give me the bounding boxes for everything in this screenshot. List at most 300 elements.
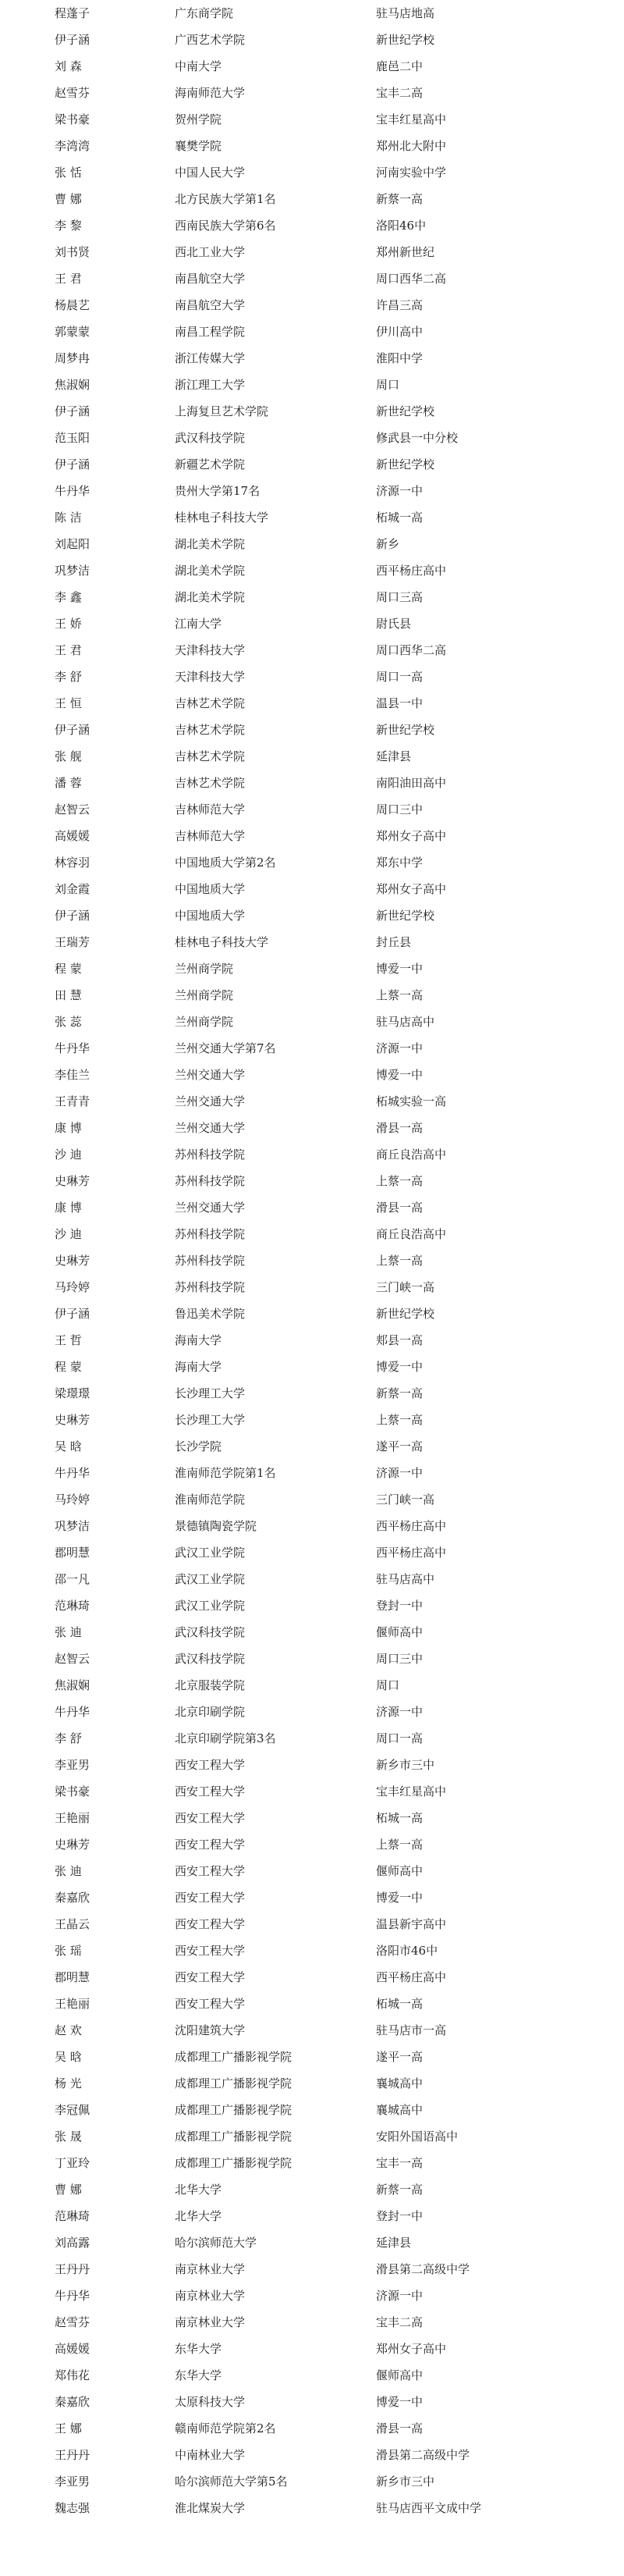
list-row [0, 1433, 624, 1460]
university-name: 西北工业大学 [175, 245, 246, 259]
student-name: 郡明慧 [55, 1970, 90, 1984]
list-row [0, 955, 624, 982]
high-school-name: 滑县第二高级中学 [376, 2448, 470, 2462]
list-row [0, 2495, 624, 2521]
university-name: 北华大学 [175, 2183, 222, 2197]
list-row [0, 2176, 624, 2203]
high-school-name: 修武县一中分校 [376, 431, 459, 445]
university-name: 苏州科技学院 [175, 1174, 246, 1188]
student-name: 李佳兰 [55, 1068, 90, 1082]
high-school-name: 西平杨庄高中 [376, 1519, 447, 1533]
high-school-name: 上蔡一高 [376, 1254, 424, 1268]
high-school-name: 上蔡一高 [376, 988, 424, 1002]
student-name: 李 舒 [55, 670, 82, 684]
high-school-name: 博爱一中 [376, 2395, 424, 2409]
list-row [0, 2256, 624, 2282]
university-name: 吉林艺术学院 [175, 696, 246, 710]
student-name: 马玲婷 [55, 1493, 90, 1507]
student-name: 刘书贤 [55, 245, 90, 259]
high-school-name: 偃师高中 [376, 1625, 424, 1639]
university-name: 吉林艺术学院 [175, 749, 246, 763]
high-school-name: 宝丰二高 [376, 86, 424, 100]
student-name: 康 博 [55, 1121, 82, 1135]
high-school-name: 延津县 [376, 749, 412, 763]
university-name: 西安工程大学 [175, 1970, 246, 1984]
student-name: 邵一凡 [55, 1572, 90, 1586]
university-name: 哈尔滨师范大学第5名 [175, 2475, 288, 2489]
high-school-name: 偃师高中 [376, 2368, 424, 2382]
student-name: 史琳芳 [55, 1838, 90, 1852]
high-school-name: 周口 [376, 378, 400, 392]
high-school-name: 洛阳市46中 [376, 1944, 438, 1958]
university-name: 贵州大学第17名 [175, 484, 261, 498]
list-row [0, 2070, 624, 2097]
list-row [0, 504, 624, 531]
list-row [0, 1327, 624, 1354]
university-name: 兰州交通大学第7名 [175, 1041, 276, 1055]
university-name: 北京印刷学院第3名 [175, 1731, 276, 1745]
student-name: 李亚男 [55, 1758, 90, 1772]
high-school-name: 郑州女子高中 [376, 829, 447, 843]
student-name: 马玲婷 [55, 1280, 90, 1294]
university-name: 兰州商学院 [175, 1015, 234, 1029]
university-name: 南昌工程学院 [175, 325, 246, 339]
university-name: 武汉科技学院 [175, 1652, 246, 1666]
high-school-name: 新世纪学校 [376, 1307, 435, 1321]
list-row [0, 1725, 624, 1752]
student-name: 程蓬子 [55, 6, 90, 20]
student-name: 魏志强 [55, 2501, 90, 2515]
list-row [0, 1115, 624, 1141]
list-row [0, 1672, 624, 1699]
university-name: 南京林业大学 [175, 2262, 246, 2276]
list-row [0, 770, 624, 796]
university-name: 上海复旦艺术学院 [175, 404, 269, 418]
list-row [0, 212, 624, 239]
student-name: 王晶云 [55, 1917, 90, 1931]
list-row [0, 1009, 624, 1035]
list-row [0, 2362, 624, 2389]
university-name: 南昌航空大学 [175, 298, 246, 312]
university-name: 西安工程大学 [175, 1784, 246, 1799]
student-name: 周梦冉 [55, 351, 90, 365]
list-row [0, 902, 624, 929]
list-row [0, 1460, 624, 1486]
student-name: 梁书豪 [55, 1784, 90, 1799]
high-school-name: 郑州新世纪 [376, 245, 435, 259]
student-name: 梁璟璟 [55, 1386, 90, 1400]
student-name: 史琳芳 [55, 1174, 90, 1188]
student-name: 张 恬 [55, 165, 82, 180]
high-school-name: 河南实验中学 [376, 165, 447, 180]
student-name: 沙 迪 [55, 1147, 82, 1162]
university-name: 武汉科技学院 [175, 431, 246, 445]
university-name: 苏州科技学院 [175, 1254, 246, 1268]
list-row [0, 2123, 624, 2150]
university-name: 苏州科技学院 [175, 1147, 246, 1162]
student-name: 梁书豪 [55, 112, 90, 126]
student-name: 王 君 [55, 272, 82, 286]
university-name: 西安工程大学 [175, 1758, 246, 1772]
student-name: 巩梦洁 [55, 1519, 90, 1533]
student-name: 巩梦洁 [55, 564, 90, 578]
university-name: 兰州交通大学 [175, 1201, 246, 1215]
high-school-name: 郑东中学 [376, 856, 424, 870]
university-name: 吉林师范大学 [175, 829, 246, 843]
student-name: 张 蕊 [55, 1015, 82, 1029]
high-school-name: 柘城一高 [376, 1997, 424, 2011]
list-row [0, 1088, 624, 1115]
high-school-name: 驻马店高中 [376, 1015, 435, 1029]
student-name: 沙 迪 [55, 1227, 82, 1241]
list-row [0, 265, 624, 292]
university-name: 海南大学 [175, 1360, 222, 1374]
student-name: 王 娇 [55, 617, 82, 631]
list-row [0, 1964, 624, 1991]
university-name: 中南林业大学 [175, 2448, 246, 2462]
student-name: 吴 晗 [55, 1439, 82, 1453]
list-row [0, 106, 624, 133]
high-school-name: 新乡市三中 [376, 1758, 435, 1772]
student-name: 伊子涵 [55, 1307, 90, 1321]
high-school-name: 襄城高中 [376, 2103, 424, 2117]
high-school-name: 济源一中 [376, 1466, 424, 1480]
high-school-name: 新世纪学校 [376, 723, 435, 737]
university-name: 西南民族大学第6名 [175, 219, 276, 233]
list-row [0, 80, 624, 106]
list-row [0, 2044, 624, 2070]
high-school-name: 新乡 [376, 537, 400, 551]
university-name: 中南大学 [175, 59, 222, 73]
university-name: 西安工程大学 [175, 1864, 246, 1878]
high-school-name: 周口三中 [376, 802, 424, 817]
university-name: 南京林业大学 [175, 2289, 246, 2303]
student-name: 李 舒 [55, 1731, 82, 1745]
high-school-name: 滑县第二高级中学 [376, 2262, 470, 2276]
student-name: 刘起阳 [55, 537, 90, 551]
high-school-name: 滑县一高 [376, 1201, 424, 1215]
high-school-name: 周口西华二高 [376, 272, 447, 286]
student-name: 范玉阳 [55, 431, 90, 445]
university-name: 长沙理工大学 [175, 1413, 246, 1427]
university-name: 西安工程大学 [175, 1917, 246, 1931]
list-row [0, 1062, 624, 1088]
student-name: 伊子涵 [55, 723, 90, 737]
list-row [0, 1380, 624, 1407]
university-name: 苏州科技学院 [175, 1280, 246, 1294]
list-row [0, 239, 624, 265]
list-row [0, 1566, 624, 1592]
list-row [0, 2415, 624, 2442]
list-row [0, 610, 624, 637]
list-row [0, 1539, 624, 1566]
university-name: 西安工程大学 [175, 1997, 246, 2011]
high-school-name: 宝丰红星高中 [376, 112, 447, 126]
list-row [0, 1778, 624, 1805]
university-name: 湖北美术学院 [175, 537, 246, 551]
list-row [0, 1354, 624, 1380]
student-name: 范琳琦 [55, 2209, 90, 2223]
high-school-name: 上蔡一高 [376, 1838, 424, 1852]
university-name: 广西艺术学院 [175, 33, 246, 47]
high-school-name: 宝丰红星高中 [376, 1784, 447, 1799]
list-row [0, 372, 624, 398]
student-name: 王 哲 [55, 1333, 82, 1347]
list-row [0, 531, 624, 557]
list-row [0, 1884, 624, 1911]
list-row [0, 1831, 624, 1858]
high-school-name: 登封一中 [376, 2209, 424, 2223]
list-row [0, 717, 624, 743]
university-name: 北京服装学院 [175, 1678, 246, 1692]
university-name: 湖北美术学院 [175, 590, 246, 604]
list-row [0, 1168, 624, 1194]
high-school-name: 郑州北大附中 [376, 139, 447, 153]
high-school-name: 遂平一高 [376, 2050, 424, 2064]
student-name: 李亚男 [55, 2475, 90, 2489]
list-row [0, 2203, 624, 2229]
high-school-name: 滑县一高 [376, 1121, 424, 1135]
university-name: 太原科技大学 [175, 2395, 246, 2409]
high-school-name: 登封一中 [376, 1599, 424, 1613]
list-row [0, 478, 624, 504]
high-school-name: 驻马店市一高 [376, 2023, 447, 2037]
high-school-name: 封丘县 [376, 935, 412, 949]
list-row [0, 1221, 624, 1247]
list-row [0, 1247, 624, 1274]
high-school-name: 柘城一高 [376, 1811, 424, 1825]
student-name: 田 慧 [55, 988, 82, 1002]
student-name: 张 瑶 [55, 1944, 82, 1958]
university-name: 赣南师范学院第2名 [175, 2421, 276, 2435]
student-name: 牛丹华 [55, 484, 90, 498]
student-name: 程 蒙 [55, 962, 82, 976]
high-school-name: 郏县一高 [376, 1333, 424, 1347]
list-row [0, 1752, 624, 1778]
high-school-name: 西平杨庄高中 [376, 1546, 447, 1560]
student-name: 赵雪芬 [55, 2315, 90, 2329]
student-name: 王 恒 [55, 696, 82, 710]
list-row [0, 186, 624, 212]
student-name: 张 迪 [55, 1625, 82, 1639]
list-row [0, 398, 624, 425]
list-row [0, 690, 624, 717]
list-row [0, 0, 624, 27]
high-school-name: 新世纪学校 [376, 457, 435, 471]
list-row [0, 1646, 624, 1672]
high-school-name: 柘城一高 [376, 511, 424, 525]
student-name: 史琳芳 [55, 1254, 90, 1268]
university-name: 贺州学院 [175, 112, 222, 126]
list-row [0, 2309, 624, 2336]
student-name: 范琳琦 [55, 1599, 90, 1613]
student-name: 焦淑娴 [55, 378, 90, 392]
student-name: 张 迪 [55, 1864, 82, 1878]
student-name: 丁亚玲 [55, 2156, 90, 2170]
list-row [0, 1141, 624, 1168]
university-name: 哈尔滨师范大学 [175, 2236, 257, 2250]
university-name: 武汉科技学院 [175, 1625, 246, 1639]
list-row [0, 1592, 624, 1619]
high-school-name: 南阳油田高中 [376, 776, 447, 790]
high-school-name: 周口西华二高 [376, 643, 447, 657]
list-row [0, 425, 624, 451]
student-name: 牛丹华 [55, 2289, 90, 2303]
high-school-name: 济源一中 [376, 1705, 424, 1719]
high-school-name: 鹿邑二中 [376, 59, 424, 73]
high-school-name: 博爱一中 [376, 1891, 424, 1905]
university-name: 成都理工广播影视学院 [175, 2050, 292, 2064]
high-school-name: 博爱一中 [376, 962, 424, 976]
list-row [0, 2468, 624, 2495]
student-name: 李冠佩 [55, 2103, 90, 2117]
high-school-name: 新蔡一高 [376, 2183, 424, 2197]
list-row [0, 557, 624, 584]
high-school-name: 安阳外国语高中 [376, 2129, 459, 2144]
list-row [0, 1699, 624, 1725]
list-row [0, 796, 624, 823]
list-row [0, 876, 624, 902]
university-name: 中国地质大学 [175, 882, 246, 896]
list-row [0, 1805, 624, 1831]
student-name: 刘金霞 [55, 882, 90, 896]
list-row [0, 1937, 624, 1964]
student-name: 伊子涵 [55, 33, 90, 47]
student-name: 李 鑫 [55, 590, 82, 604]
student-name: 林容羽 [55, 856, 90, 870]
list-row [0, 1858, 624, 1884]
university-name: 北华大学 [175, 2209, 222, 2223]
student-name: 杨晨艺 [55, 298, 90, 312]
university-name: 南昌航空大学 [175, 272, 246, 286]
student-name: 郭蒙蒙 [55, 325, 90, 339]
list-row [0, 1991, 624, 2017]
student-name: 郡明慧 [55, 1546, 90, 1560]
student-name: 王丹丹 [55, 2262, 90, 2276]
university-name: 海南大学 [175, 1333, 222, 1347]
university-name: 吉林艺术学院 [175, 723, 246, 737]
university-name: 武汉工业学院 [175, 1599, 246, 1613]
list-row [0, 1407, 624, 1433]
list-row [0, 292, 624, 318]
high-school-name: 新世纪学校 [376, 33, 435, 47]
student-name: 牛丹华 [55, 1041, 90, 1055]
student-name: 秦嘉欣 [55, 2395, 90, 2409]
university-name: 桂林电子科技大学 [175, 511, 269, 525]
high-school-name: 上蔡一高 [376, 1174, 424, 1188]
high-school-name: 商丘良浩高中 [376, 1227, 447, 1241]
student-name: 刘 森 [55, 59, 82, 73]
high-school-name: 新蔡一高 [376, 192, 424, 206]
high-school-name: 遂平一高 [376, 1439, 424, 1453]
high-school-name: 周口一高 [376, 670, 424, 684]
university-name: 武汉工业学院 [175, 1572, 246, 1586]
list-row [0, 637, 624, 664]
high-school-name: 新蔡一高 [376, 1386, 424, 1400]
university-name: 天津科技大学 [175, 670, 246, 684]
list-row [0, 1274, 624, 1300]
high-school-name: 洛阳46中 [376, 219, 427, 233]
high-school-name: 新世纪学校 [376, 404, 435, 418]
university-name: 淮北煤炭大学 [175, 2501, 246, 2515]
list-row [0, 27, 624, 53]
university-name: 长沙学院 [175, 1439, 222, 1453]
high-school-name: 温县新宇高中 [376, 1917, 447, 1931]
university-name: 天津科技大学 [175, 643, 246, 657]
high-school-name: 三门峡一高 [376, 1493, 435, 1507]
university-name: 广东商学院 [175, 6, 234, 20]
list-row [0, 982, 624, 1009]
university-name: 新疆艺术学院 [175, 457, 246, 471]
list-row [0, 1194, 624, 1221]
high-school-name: 淮阳中学 [376, 351, 424, 365]
university-name: 兰州交通大学 [175, 1094, 246, 1108]
high-school-name: 周口一高 [376, 1731, 424, 1745]
university-name: 兰州商学院 [175, 988, 234, 1002]
student-name: 王瑞芳 [55, 935, 90, 949]
university-name: 东华大学 [175, 2342, 222, 2356]
student-name: 曹 娜 [55, 192, 82, 206]
list-row [0, 584, 624, 610]
high-school-name: 西平杨庄高中 [376, 564, 447, 578]
high-school-name: 周口三高 [376, 590, 424, 604]
university-name: 桂林电子科技大学 [175, 935, 269, 949]
high-school-name: 驻马店高中 [376, 1572, 435, 1586]
university-name: 南京林业大学 [175, 2315, 246, 2329]
list-row [0, 1619, 624, 1646]
university-name: 江南大学 [175, 617, 222, 631]
list-row [0, 929, 624, 955]
high-school-name: 许昌三高 [376, 298, 424, 312]
student-name: 牛丹华 [55, 1466, 90, 1480]
student-name: 曹 娜 [55, 2183, 82, 2197]
student-name: 高媛媛 [55, 2342, 90, 2356]
list-row [0, 2389, 624, 2415]
high-school-name: 新乡市三中 [376, 2475, 435, 2489]
student-name: 伊子涵 [55, 404, 90, 418]
university-name: 成都理工广播影视学院 [175, 2103, 292, 2117]
high-school-name: 博爱一中 [376, 1068, 424, 1082]
student-name: 高媛媛 [55, 829, 90, 843]
student-name: 刘高露 [55, 2236, 90, 2250]
list-row [0, 159, 624, 186]
high-school-name: 宝丰一高 [376, 2156, 424, 2170]
high-school-name: 周口三中 [376, 1652, 424, 1666]
high-school-name: 三门峡一高 [376, 1280, 435, 1294]
list-row [0, 823, 624, 849]
university-name: 成都理工广播影视学院 [175, 2156, 292, 2170]
high-school-name: 商丘良浩高中 [376, 1147, 447, 1162]
student-name: 张 舰 [55, 749, 82, 763]
high-school-name: 滑县一高 [376, 2421, 424, 2435]
high-school-name: 郑州女子高中 [376, 2342, 447, 2356]
university-name: 东华大学 [175, 2368, 222, 2382]
university-name: 淮南师范学院第1名 [175, 1466, 276, 1480]
university-name: 淮南师范学院 [175, 1493, 246, 1507]
university-name: 西安工程大学 [175, 1891, 246, 1905]
student-name: 张 晟 [55, 2129, 82, 2144]
university-name: 中国地质大学 [175, 909, 246, 923]
student-name: 王丹丹 [55, 2448, 90, 2462]
student-name: 吴 晗 [55, 2050, 82, 2064]
list-row [0, 2336, 624, 2362]
list-row [0, 1486, 624, 1513]
high-school-name: 偃师高中 [376, 1864, 424, 1878]
high-school-name: 济源一中 [376, 2289, 424, 2303]
university-name: 兰州交通大学 [175, 1121, 246, 1135]
list-row [0, 2282, 624, 2309]
high-school-name: 博爱一中 [376, 1360, 424, 1374]
